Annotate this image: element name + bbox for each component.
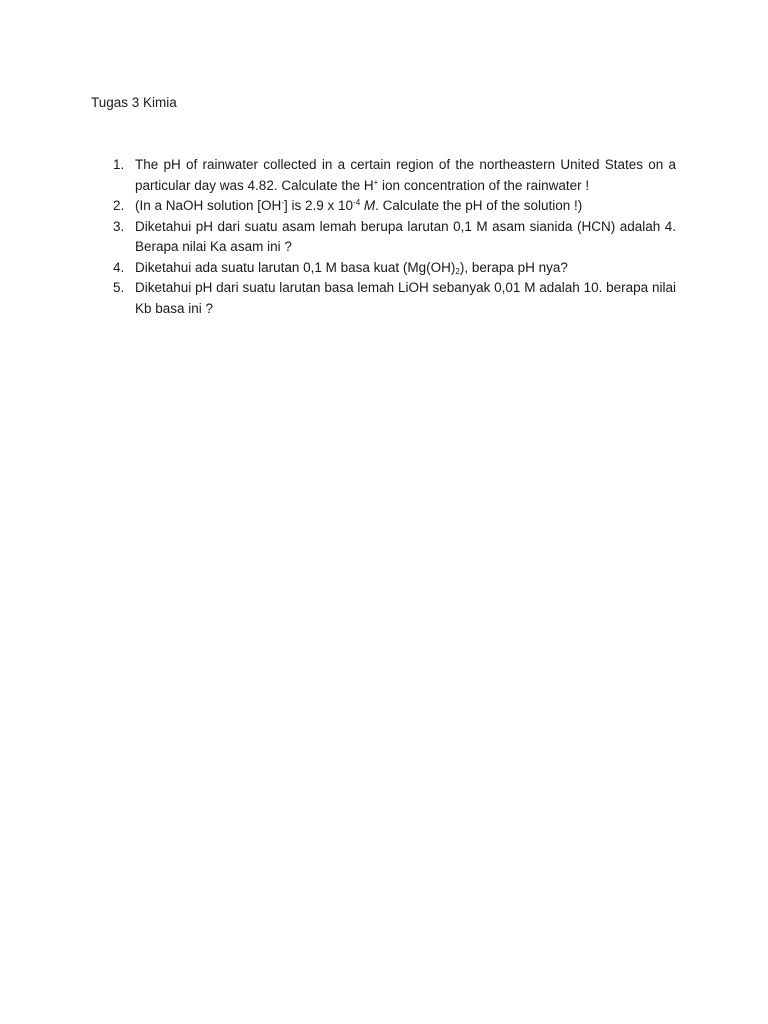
text-segment: Diketahui ada suatu larutan 0,1 M basa kuat (Mg(OH) <box>135 259 456 275</box>
document-title: Tugas 3 Kimia <box>91 95 177 110</box>
question-number: 1. <box>113 157 125 172</box>
superscript: - <box>281 198 284 207</box>
question-number: 4. <box>113 259 125 275</box>
question-text <box>135 219 676 255</box>
question-number: 3. <box>113 218 125 234</box>
superscript: + <box>373 177 379 187</box>
question-list <box>110 155 676 319</box>
question-item <box>110 217 676 258</box>
question-text <box>135 280 676 316</box>
italic-text: M <box>363 198 376 213</box>
question-item <box>110 155 676 196</box>
text-segment: Diketahui pH dari suatu larutan basa lemah LiOH sebanyak 0,01 M adalah 10. berapa nilai Kb basa ini ? <box>135 280 676 316</box>
text-segment: The pH of rainwater collected in a certain region of the northeastern United States on a particular day was 4.82. Calculate the H <box>135 157 676 193</box>
text-segment: . Calculate the pH of the solution !) <box>375 198 583 213</box>
question-text <box>135 260 568 275</box>
question-item <box>110 278 676 319</box>
question-number: 2. <box>113 198 125 213</box>
question-text <box>135 157 676 193</box>
question-text <box>135 198 582 213</box>
text-segment: ] is 2.9 x 10 <box>283 198 354 213</box>
question-number: 5. <box>113 280 125 295</box>
text-segment: Diketahui pH dari suatu asam lemah berupa larutan 0,1 M asam sianida (HCN) adalah 4. Berapa nilai Ka asam ini ? <box>135 218 676 254</box>
question-item <box>110 196 676 217</box>
superscript: -4 <box>353 198 361 207</box>
text-segment: ), berapa pH nya? <box>459 259 568 275</box>
question-item <box>110 258 676 279</box>
text-segment: ion concentration of the rainwater ! <box>378 177 590 193</box>
subscript: 2 <box>455 266 460 276</box>
text-segment: (In a NaOH solution [OH <box>135 198 282 213</box>
